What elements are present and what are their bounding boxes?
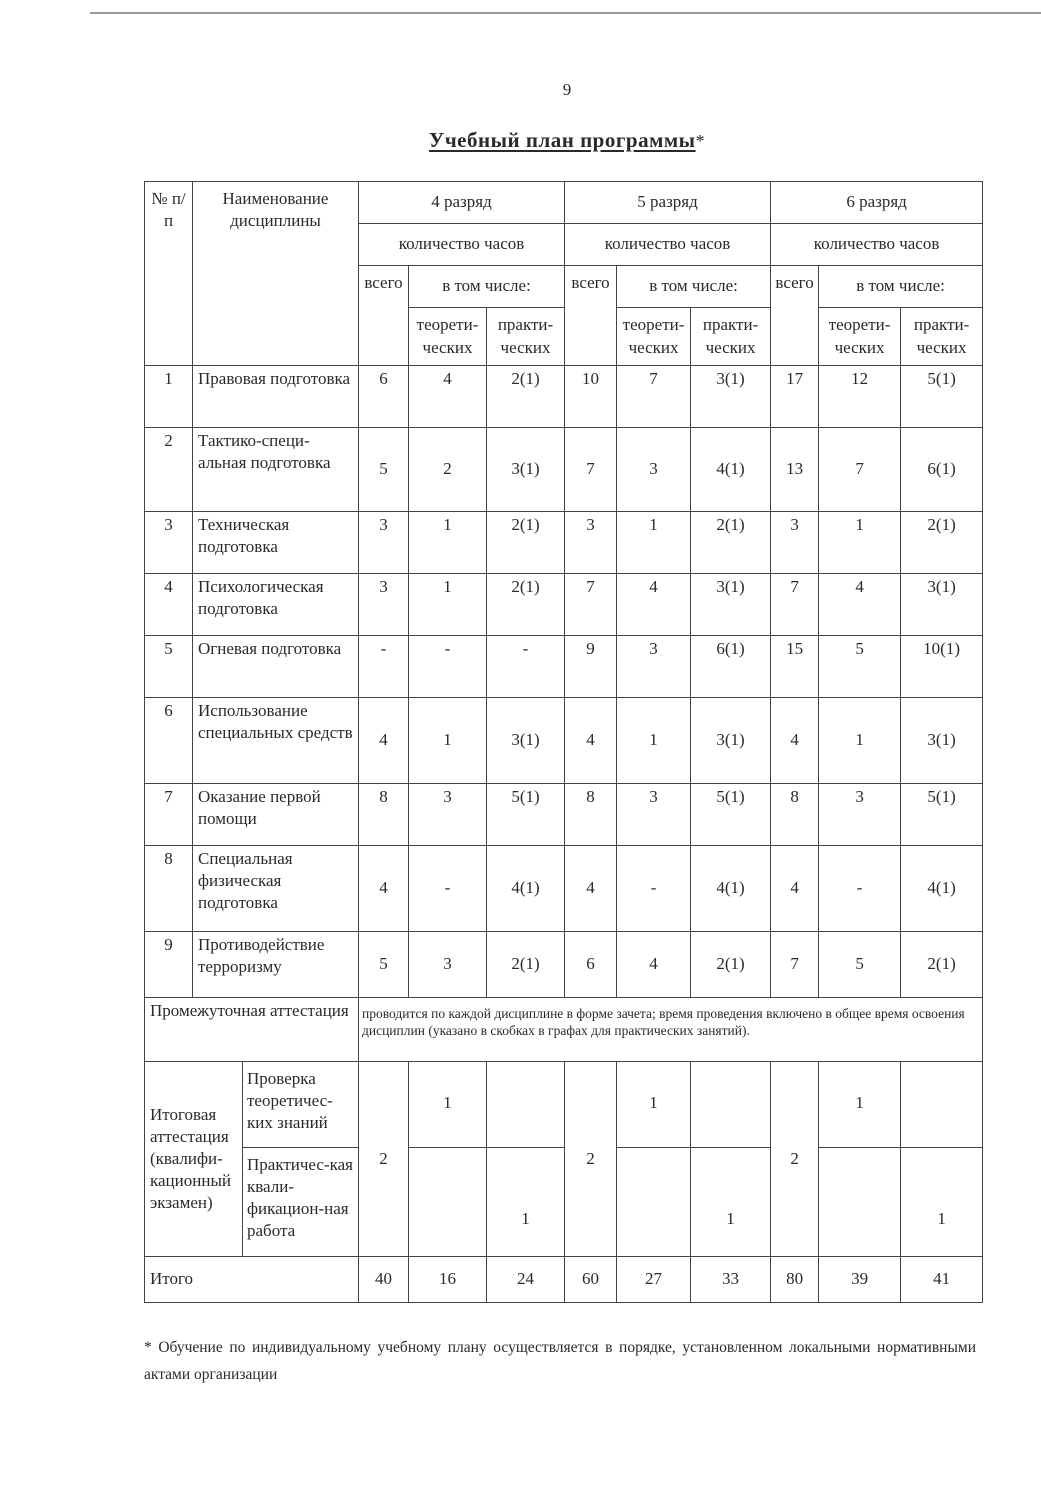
table-row [145, 932, 983, 998]
total-value: 80 [771, 1257, 819, 1303]
top-rule [90, 12, 1041, 14]
curriculum-table [144, 181, 983, 1303]
row-number: 7 [145, 784, 193, 846]
header-row-ranks [145, 182, 983, 224]
cell-value: - [359, 636, 409, 698]
cell-value: 1 [819, 512, 901, 574]
discipline-name: Правовая подготовка [193, 366, 359, 428]
cell-value: 2(1) [691, 512, 771, 574]
practical-work-4: 1 [487, 1148, 565, 1257]
cell-value: - [617, 846, 691, 932]
cell-value: 5 [819, 932, 901, 998]
table-row [145, 428, 983, 512]
table-row [145, 512, 983, 574]
page-number: 9 [562, 80, 572, 99]
header-rank-4: 4 разряд [359, 182, 565, 224]
cell-value: 2(1) [487, 366, 565, 428]
cell-value: 8 [771, 784, 819, 846]
cell-value: 1 [617, 512, 691, 574]
cell-value: - [487, 636, 565, 698]
theory-check-6: 1 [819, 1062, 901, 1148]
cell-value: 1 [409, 512, 487, 574]
cell-value: 15 [771, 636, 819, 698]
cell-value: 3 [617, 784, 691, 846]
cell-value: 6 [565, 932, 617, 998]
cell-value: 3(1) [901, 574, 983, 636]
cell-value: 3 [409, 932, 487, 998]
cell-value: 5(1) [487, 784, 565, 846]
row-number: 8 [145, 846, 193, 932]
cell-value: 2(1) [487, 512, 565, 574]
discipline-name: Оказание первой помощи [193, 784, 359, 846]
cell-value: 4 [565, 698, 617, 784]
practical-work-label: Практичес-кая квали-фикацион-ная работа [247, 1155, 353, 1241]
total-value: 41 [901, 1257, 983, 1303]
cell-value: 3(1) [487, 428, 565, 512]
practical-work-6: 1 [901, 1148, 983, 1257]
header-total-6: всего [771, 266, 819, 366]
cell-value: 6 [359, 366, 409, 428]
empty-cell [691, 1062, 771, 1148]
cell-value: 5 [359, 932, 409, 998]
discipline-name: Техническая подготовка [193, 512, 359, 574]
total-value: 27 [617, 1257, 691, 1303]
total-value: 60 [565, 1257, 617, 1303]
cell-value: 3 [771, 512, 819, 574]
empty-cell [487, 1062, 565, 1148]
total-value: 16 [409, 1257, 487, 1303]
cell-value: 5(1) [691, 784, 771, 846]
table-row [145, 574, 983, 636]
cell-value: 1 [819, 698, 901, 784]
header-theory-6: теорети-ческих [819, 308, 901, 366]
document-title [0, 128, 1041, 153]
cell-value: 3(1) [901, 698, 983, 784]
theory-check-label: Проверка теоретичес-ких знаний [243, 1062, 358, 1148]
header-rank-5: 5 разряд [565, 182, 771, 224]
practical-work-5: 1 [691, 1148, 771, 1257]
total-value: 39 [819, 1257, 901, 1303]
title-footnote-mark: * [695, 131, 706, 151]
total-row [145, 1257, 983, 1303]
cell-value: 4 [409, 366, 487, 428]
cell-value: 3 [819, 784, 901, 846]
discipline-name: Психологическая подготовка [193, 574, 359, 636]
cell-value: 3 [359, 512, 409, 574]
cell-value: 7 [565, 574, 617, 636]
empty-cell [819, 1148, 901, 1257]
cell-value: 13 [771, 428, 819, 512]
cell-value: 3(1) [691, 366, 771, 428]
cell-value: - [409, 846, 487, 932]
cell-value: 3 [617, 636, 691, 698]
total-value: 24 [487, 1257, 565, 1303]
cell-value: 3(1) [487, 698, 565, 784]
interim-attestation-row [145, 998, 983, 1062]
header-practice-5: практи-ческих [691, 308, 771, 366]
final-attestation-label: Итоговая аттестация (квалифи-кационный экзамен) [145, 1062, 243, 1256]
cell-value: 7 [771, 932, 819, 998]
cell-value: 7 [617, 366, 691, 428]
table-row [145, 846, 983, 932]
empty-cell [617, 1148, 691, 1257]
cell-value: 5 [359, 428, 409, 512]
title-text: Учебный план программы [428, 128, 696, 152]
cell-value: 3(1) [691, 698, 771, 784]
cell-value: 8 [359, 784, 409, 846]
header-including-5: в том числе: [617, 266, 771, 308]
cell-value: - [819, 846, 901, 932]
row-number: 3 [145, 512, 193, 574]
header-total-5: всего [565, 266, 617, 366]
total-value: 40 [359, 1257, 409, 1303]
cell-value: 3 [617, 428, 691, 512]
header-rank-6: 6 разряд [771, 182, 983, 224]
interim-attestation-note: проводится по каждой дисциплине в форме зачета; время проведения включено в общее время освоения дисциплин (указано в скобках в графах для практических занятий). [359, 998, 983, 1062]
cell-value: 3 [359, 574, 409, 636]
header-hours-4: количество часов [359, 224, 565, 266]
header-practice-6: практи-ческих [901, 308, 983, 366]
discipline-name: Тактико-специ-альная подготовка [193, 428, 359, 512]
empty-cell [901, 1062, 983, 1148]
cell-value: 1 [409, 698, 487, 784]
final-attestation-row-theory [145, 1062, 983, 1148]
cell-value: 4 [565, 846, 617, 932]
cell-value: 4(1) [487, 846, 565, 932]
empty-cell [409, 1148, 487, 1257]
cell-value: 2(1) [901, 932, 983, 998]
cell-value: 2(1) [487, 574, 565, 636]
table-row [145, 698, 983, 784]
cell-value: 2(1) [901, 512, 983, 574]
cell-value: 2(1) [691, 932, 771, 998]
cell-value: 12 [819, 366, 901, 428]
table-row [145, 636, 983, 698]
cell-value: 4 [771, 698, 819, 784]
cell-value: 7 [819, 428, 901, 512]
final-total-5: 2 [565, 1062, 617, 1257]
cell-value: 1 [617, 698, 691, 784]
final-total-4: 2 [359, 1062, 409, 1257]
theory-check-4: 1 [409, 1062, 487, 1148]
footnote: * Обучение по индивидуальному учебному плану осуществляется в порядке, установленном локальными нормативными актами организации [144, 1339, 976, 1384]
row-number: 6 [145, 698, 193, 784]
row-number: 2 [145, 428, 193, 512]
header-theory-5: теорети-ческих [617, 308, 691, 366]
cell-value: 3(1) [691, 574, 771, 636]
cell-value: 10(1) [901, 636, 983, 698]
cell-value: 7 [565, 428, 617, 512]
row-number: 9 [145, 932, 193, 998]
cell-value: 17 [771, 366, 819, 428]
theory-check-5: 1 [617, 1062, 691, 1148]
cell-value: 2 [409, 428, 487, 512]
header-name: Наименование дисциплины [193, 182, 359, 366]
header-total-4: всего [359, 266, 409, 366]
header-practice-4: практи-ческих [487, 308, 565, 366]
header-num: № п/п [145, 182, 193, 366]
table-row [145, 366, 983, 428]
row-number: 5 [145, 636, 193, 698]
header-including-6: в том числе: [819, 266, 983, 308]
cell-value: 5(1) [901, 366, 983, 428]
cell-value: 6(1) [691, 636, 771, 698]
cell-value: 4 [359, 698, 409, 784]
table-row [145, 784, 983, 846]
cell-value: 6(1) [901, 428, 983, 512]
header-hours-6: количество часов [771, 224, 983, 266]
cell-value: - [409, 636, 487, 698]
cell-value: 5 [819, 636, 901, 698]
cell-value: 8 [565, 784, 617, 846]
discipline-name: Огневая подготовка [193, 636, 359, 698]
interim-attestation-label: Промежуточная аттестация [145, 998, 359, 1062]
cell-value: 4 [819, 574, 901, 636]
cell-value: 7 [771, 574, 819, 636]
discipline-name: Специальная физическая подготовка [193, 846, 359, 932]
final-attestation-block [145, 1062, 359, 1257]
cell-value: 10 [565, 366, 617, 428]
discipline-name: Противодействие терроризму [193, 932, 359, 998]
final-total-6: 2 [771, 1062, 819, 1257]
row-number: 4 [145, 574, 193, 636]
cell-value: 4 [359, 846, 409, 932]
total-label: Итого [145, 1257, 359, 1303]
cell-value: 4 [617, 932, 691, 998]
cell-value: 5(1) [901, 784, 983, 846]
header-hours-5: количество часов [565, 224, 771, 266]
cell-value: 4(1) [691, 428, 771, 512]
final-attestation-parts [243, 1062, 358, 1256]
cell-value: 4 [771, 846, 819, 932]
header-theory-4: теорети-ческих [409, 308, 487, 366]
cell-value: 1 [409, 574, 487, 636]
cell-value: 2(1) [487, 932, 565, 998]
cell-value: 3 [409, 784, 487, 846]
cell-value: 4(1) [901, 846, 983, 932]
total-value: 33 [691, 1257, 771, 1303]
row-number: 1 [145, 366, 193, 428]
discipline-name: Использование специальных средств [193, 698, 359, 784]
cell-value: 4 [617, 574, 691, 636]
cell-value: 3 [565, 512, 617, 574]
header-including-4: в том числе: [409, 266, 565, 308]
cell-value: 9 [565, 636, 617, 698]
cell-value: 4(1) [691, 846, 771, 932]
